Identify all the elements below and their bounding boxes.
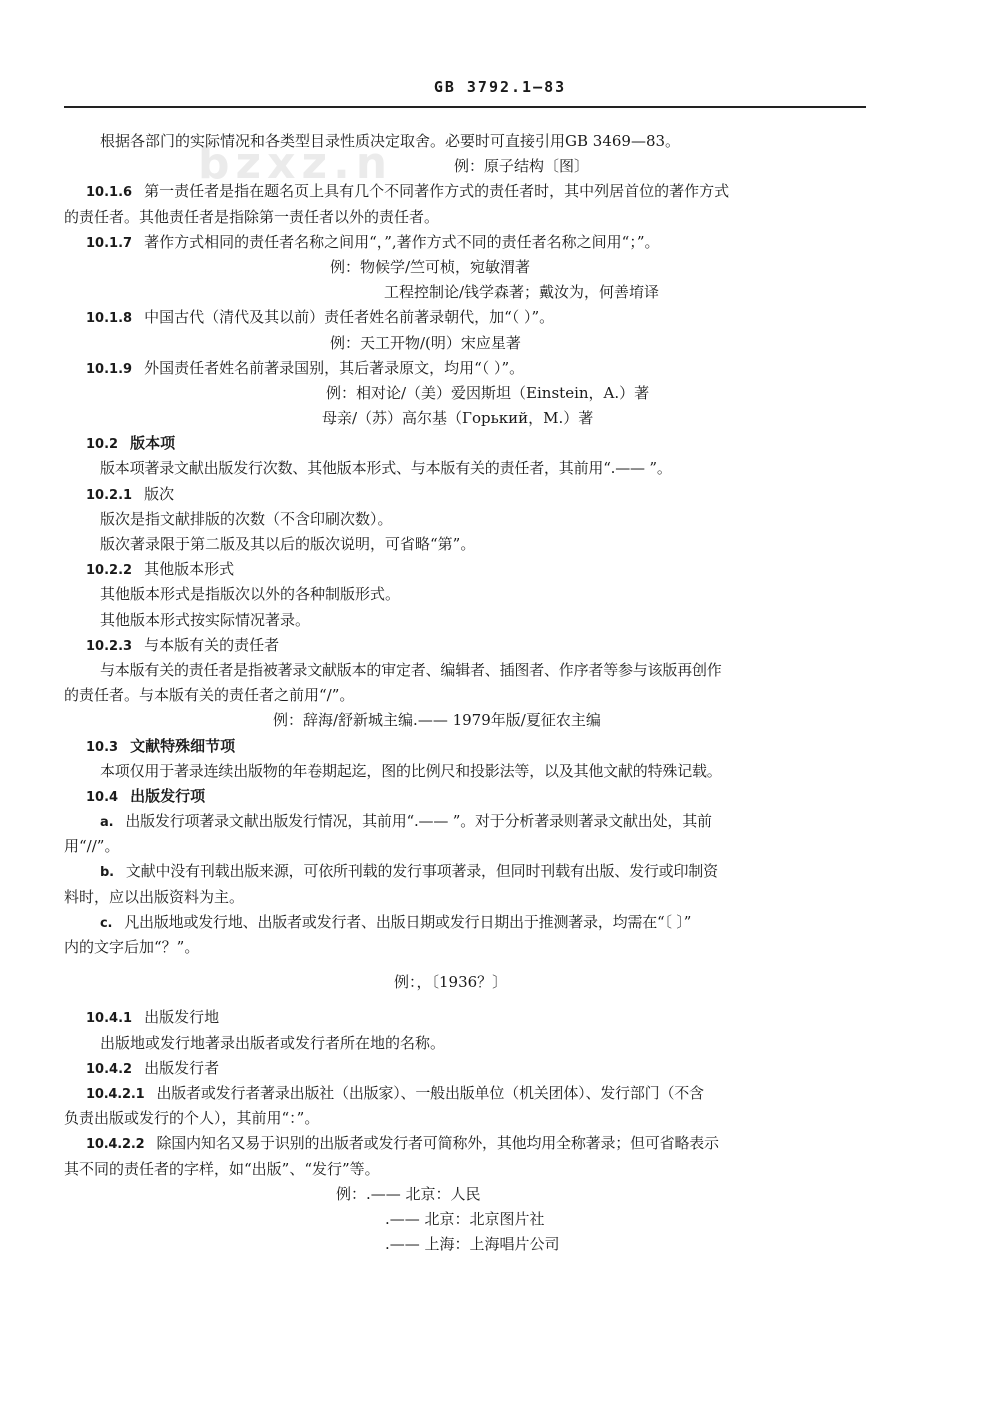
clause-line [64, 557, 866, 582]
clause-number: 10.4.2.1 [86, 1086, 145, 1102]
clause-number: 10.1.7 [86, 235, 133, 251]
clause-number: 10.1.9 [86, 361, 133, 377]
paragraph-line: 版次著录限于第二版及其以后的版次说明，可省略“第”。 [100, 535, 476, 553]
section-title: 文献特殊细节项 [130, 736, 236, 755]
section-heading [64, 431, 866, 456]
clause-text: 中国古代（清代及其以前）责任者姓名前著录朝代，加“（ ）”。 [144, 308, 555, 327]
clause-line [64, 356, 866, 381]
example-line: 例：.—— 北京：人民 [336, 1184, 481, 1203]
example-line: 母亲/（苏）高尔基（Горький，М.）著 [322, 409, 594, 428]
clause-number: 10.2.1 [86, 487, 133, 503]
example-line: 例：，〔1936？〕 [394, 973, 508, 992]
example-line: 例：物候学/竺可桢，宛敏渭著 [330, 257, 531, 276]
section-title: 版本项 [130, 434, 176, 453]
list-marker: b. [100, 865, 114, 881]
example-line: 例：相对论/（美）爱因斯坦（Einstein，A.）著 [326, 383, 650, 402]
clause-line [64, 1005, 866, 1030]
list-item-text: 凡出版地或发行地、出版者或发行者、出版日期或发行日期出于推测著录，均需在“〔 〕” [124, 912, 692, 931]
paragraph-line: 根据各部门的实际情况和各类型目录性质决定取舍。必要时可直接引用GB 3469—83。 [100, 132, 681, 150]
paragraph-line: 出版地或发行地著录出版者或发行者所在地的名称。 [100, 1033, 446, 1052]
paragraph-line: 负责出版或发行的个人），其前用“：”。 [64, 1109, 320, 1128]
clause-text: 出版者或发行者著录出版社（出版家）、一般出版单位（机关团体）、发行部门（不含 [156, 1083, 704, 1102]
clause-line [64, 179, 866, 204]
list-marker: a. [100, 815, 114, 831]
example-line: 例：辞海/舒新城主编.—— 1979年版/夏征农主编 [273, 711, 601, 730]
paragraph-line: 版次是指文献排版的次数（不含印刷次数）。 [100, 509, 393, 528]
list-item-text: 出版发行项著录文献出版发行情况，其前用“.—— ”。对于分析著录则著录文献出处，其前 [125, 812, 712, 831]
clause-number: 10.4.1 [86, 1011, 133, 1027]
clause-number: 10.4.2 [86, 1061, 133, 1077]
paragraph-line: 其他版本形式按实际情况著录。 [100, 610, 311, 629]
paragraph-line: 其他版本形式是指版次以外的各种制版形式。 [100, 585, 401, 604]
clause-title: 版次 [144, 484, 175, 503]
example-line: .—— 北京：北京图片社 [385, 1209, 545, 1228]
clause-title: 其他版本形式 [144, 560, 235, 579]
paragraph-line: 用“//”。 [64, 837, 120, 856]
clause-line [64, 482, 866, 507]
list-item-line [64, 910, 866, 935]
clause-line [64, 1081, 866, 1106]
spacer [64, 960, 866, 970]
clause-line [64, 230, 866, 255]
clause-number: 10.4.2.2 [86, 1137, 145, 1153]
paragraph-line: 版本项著录文献出版发行次数、其他版本形式、与本版有关的责任者，其前用“.—— ”。 [100, 459, 672, 478]
example-line: 例：天工开物/(明）宋应星著 [330, 333, 521, 352]
clause-number: 10.1.6 [86, 185, 133, 201]
clause-line [64, 305, 866, 330]
clause-text: 著作方式相同的责任者名称之间用“，”,著作方式不同的责任者名称之间用“；”。 [144, 232, 660, 251]
section-number: 10.2 [86, 437, 119, 453]
section-heading [64, 784, 866, 809]
clause-title: 与本版有关的责任者 [144, 635, 280, 654]
paragraph-line: 的责任者。与本版有关的责任者之前用“/”。 [64, 686, 355, 705]
paragraph-line: 本项仅用于著录连续出版物的年卷期起迄，图的比例尺和投影法等，以及其他文献的特殊记载。 [100, 761, 722, 780]
example-line: 例：原子结构〔图〕 [454, 157, 590, 176]
clause-line [64, 1056, 866, 1081]
clause-text: 除国内知名又易于识别的出版者或发行者可简称外，其他均用全称著录；但可省略表示 [156, 1134, 719, 1153]
clause-number: 10.2.3 [86, 638, 133, 654]
list-item-text: 文献中没有刊载出版来源，可依所刊载的发行事项著录，但同时刊载有出版、发行或印制资 [125, 862, 718, 881]
clause-text: 外国责任者姓名前著录国别，其后著录原文，均用“（ ）”。 [144, 358, 525, 377]
list-item-line [64, 809, 866, 834]
clause-text: 第一责任者是指在题名页上具有几个不同著作方式的责任者时，其中列居首位的著作方式 [144, 182, 730, 201]
paragraph-line: 与本版有关的责任者是指被著录文献版本的审定者、编辑者、插图者、作序者等参与该版再创作 [100, 660, 722, 679]
header-rule [64, 106, 866, 108]
section-number: 10.3 [86, 739, 119, 755]
clause-title: 出版发行者 [144, 1058, 220, 1077]
clause-title: 出版发行地 [144, 1008, 220, 1027]
list-marker: c. [100, 915, 113, 931]
clause-number: 10.2.2 [86, 563, 133, 579]
section-title: 出版发行项 [130, 786, 206, 805]
paragraph-line: 的责任者。其他责任者是指除第一责任者以外的责任者。 [64, 207, 440, 226]
clause-line [64, 1131, 866, 1156]
clause-line [64, 633, 866, 658]
section-heading [64, 734, 866, 759]
paragraph-line: 料时，应以出版资料为主。 [64, 887, 245, 906]
page-header-code: GB 3792.1—83 [433, 78, 567, 96]
document-body [64, 129, 866, 1257]
list-item-line [64, 859, 866, 884]
watermark: bzxz.n [198, 138, 394, 189]
example-line: .—— 上海：上海唱片公司 [385, 1235, 560, 1254]
paragraph-line: 其不同的责任者的字样，如“出版”、“发行”等。 [64, 1159, 380, 1178]
section-number: 10.4 [86, 789, 119, 805]
clause-number: 10.1.8 [86, 311, 133, 327]
example-line: 工程控制论/钱学森著；戴汝为，何善堉译 [384, 283, 660, 302]
paragraph-line: 内的文字后加“？”。 [64, 938, 200, 956]
spacer [64, 995, 866, 1005]
